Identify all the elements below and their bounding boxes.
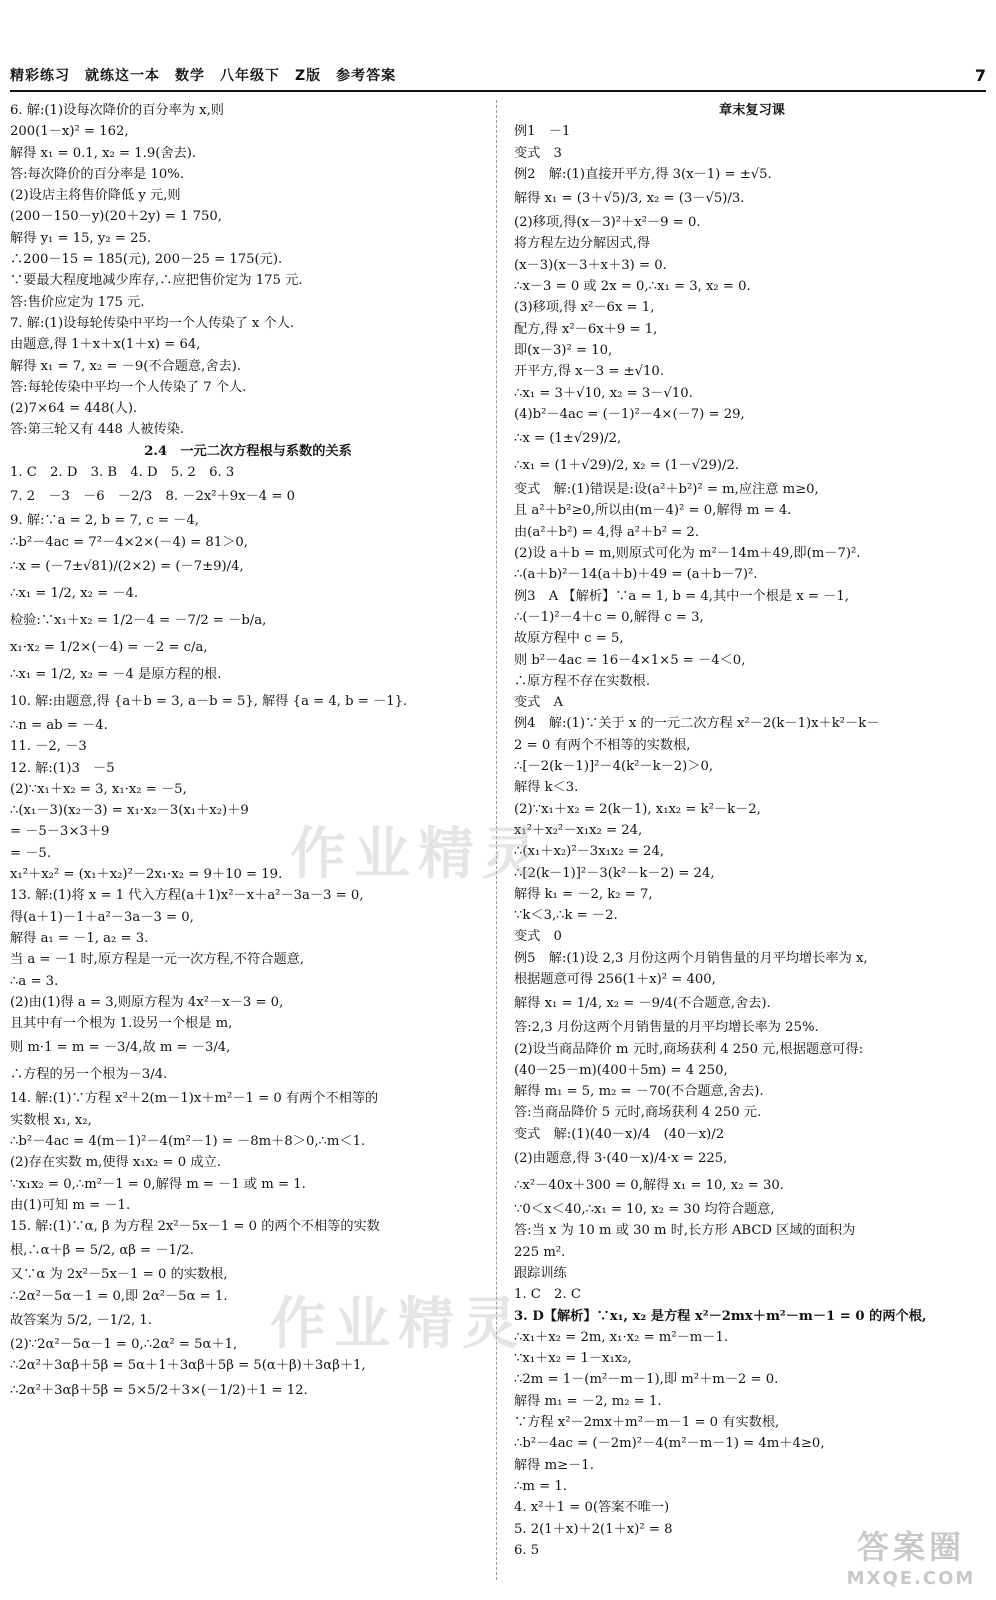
answer-line: 1. C 2. C (514, 1287, 581, 1303)
answer-line: 由(1)可知 m = －1. (10, 1197, 131, 1213)
answer-line: 解得 x₁ = 7, x₂ = －9(不合题意,舍去). (10, 358, 242, 374)
answer-line: (2)∵x₁＋x₂ = 3, x₁·x₂ = －5, (10, 781, 187, 797)
answer-line: ∴x₁ = 1/2, x₂ = －4. (10, 585, 139, 601)
page-number: 7 (974, 65, 986, 85)
answer-line: ∴x²－40x＋300 = 0,解得 x₁ = 10, x₂ = 30. (514, 1178, 784, 1194)
answer-line: ∵方程 x²－2mx＋m²－m－1 = 0 有实数根, (514, 1415, 780, 1431)
answer-line: 225 m². (514, 1244, 566, 1260)
answer-line: (3)移项,得 x²－6x = 1, (514, 300, 655, 316)
answer-line: ∴x₁ = (1＋√29)/2, x₂ = (1－√29)/2. (514, 458, 740, 474)
answer-line: ∴原方程不存在实数根. (514, 673, 651, 689)
answer-line: = －5－3×3＋9 (10, 824, 110, 840)
answer-line: (2)设店主将售价降低 y 元,则 (10, 188, 181, 204)
answer-line: 例5 解:(1)设 2,3 月份这两个月销售量的月平均增长率为 x, (514, 950, 868, 966)
answer-line: 变式 A (514, 695, 564, 711)
answer-line: 2 = 0 有两个不相等的实数根, (514, 737, 691, 753)
answer-line: 且其中有一个根为 1.设另一个根是 m, (10, 1016, 233, 1032)
answer-line: 解得 m≥－1. (514, 1457, 594, 1473)
answer-line: 实数根 x₁, x₂, (10, 1112, 92, 1128)
answer-line: 故原方程中 c = 5, (514, 631, 624, 647)
answer-line: 6. 5 (514, 1542, 540, 1558)
answer-line: 章末复习课 (719, 103, 785, 118)
logo-mark: 答案圈 (856, 1528, 965, 1566)
answer-line: ∴b²－4ac = (－2m)²－4(m²－m－1) = 4m＋4≥0, (514, 1436, 825, 1452)
answer-line: 答:当 x 为 10 m 或 30 m 时,长方形 ABCD 区域的面积为 (514, 1223, 856, 1239)
answer-line: 解得 x₁ = 0.1, x₂ = 1.9(舍去). (10, 145, 197, 161)
answer-line: ∴2m = 1－(m²－m－1),即 m²＋m－2 = 0. (514, 1372, 779, 1388)
answer-line: 3. D【解析】∵x₁, x₂ 是方程 x²－2mx＋m²－m－1 = 0 的两个根, (514, 1308, 927, 1324)
answer-line: 当 a = －1 时,原方程是一元一次方程,不符合题意, (10, 952, 305, 968)
answer-line: 答:第三轮又有 448 人被传染. (10, 422, 185, 438)
answer-line: ∴x－3 = 0 或 2x = 0,∴x₁ = 3, x₂ = 0. (514, 279, 751, 295)
answer-line: 解得 a₁ = －1, a₂ = 3. (10, 930, 149, 946)
answer-line: ∴m = 1. (514, 1478, 567, 1494)
answer-line: 解得 x₁ = 1/4, x₂ = －9/4(不合题意,舍去). (514, 996, 771, 1012)
answer-line: ∵0＜x＜40,∴x₁ = 10, x₂ = 30 均符合题意, (514, 1202, 775, 1218)
answer-line: ∵x₁x₂ = 0,∴m²－1 = 0,解得 m = －1 或 m = 1. (10, 1176, 306, 1192)
answer-line: 又∵α 为 2x²－5x－1 = 0 的实数根, (10, 1267, 228, 1283)
answer-line: 例1 －1 (514, 124, 571, 140)
answer-line: 2.4 一元二次方程根与系数的关系 (144, 443, 352, 459)
answer-line: 11. －2, －3 (10, 739, 87, 755)
answer-line: 变式 0 (514, 929, 562, 945)
column-divider (496, 100, 497, 1580)
answer-line: (2)设 a＋b = m,则原式可化为 m²－14m＋49,即(m－7)². (514, 546, 861, 562)
answer-line: (2)移项,得(x－3)²＋x²－9 = 0. (514, 215, 701, 231)
left-column (10, 100, 486, 1404)
watermark-left-lower: 作业精灵 (270, 1292, 526, 1357)
answer-line: ∴(－1)²－4＋c = 0,解得 c = 3, (514, 609, 704, 625)
answer-line: ∵x₁＋x₂ = 1－x₁x₂, (514, 1351, 632, 1367)
answer-line: 例4 解:(1)∵关于 x 的一元二次方程 x²－2(k－1)x＋k²－k－ (514, 716, 880, 732)
answer-line: 得(a＋1)－1＋a²－3a－3 = 0, (10, 909, 194, 925)
right-column (514, 100, 990, 1561)
answer-line: 7. 解:(1)设每轮传染中平均一个人传染了 x 个人. (10, 315, 295, 331)
answer-line: ∴b²－4ac = 4(m－1)²－4(m²－1) = －8m＋8＞0,∴m＜1. (10, 1133, 366, 1149)
answer-line: 将方程左边分解因式,得 (514, 236, 651, 252)
answer-line: 5. 2(1＋x)＋2(1＋x)² = 8 (514, 1521, 673, 1537)
answer-line: ∴x₁ = 1/2, x₂ = －4 是原方程的根. (10, 666, 222, 682)
answer-line: 答:2,3 月份这两个月销售量的月平均增长率为 25%. (514, 1020, 819, 1036)
answer-line: (2)∵x₁＋x₂ = 2(k－1), x₁x₂ = k²－k－2, (514, 801, 761, 817)
answer-line: 跟踪训练 (514, 1265, 567, 1281)
answer-line: ∴x₁ = 3＋√10, x₂ = 3－√10. (514, 385, 693, 401)
answer-line: 12. 解:(1)3 －5 (10, 760, 115, 776)
answer-line: (2)由题意,得 3·(40－x)/4·x = 225, (514, 1151, 728, 1167)
answer-line: 解得 k₁ = －2, k₂ = 7, (514, 886, 653, 902)
answer-line: 由(a²＋b²) = 4,得 a²＋b² = 2. (514, 524, 700, 540)
answer-line: (2)∵2α²－5α－1 = 0,∴2α² = 5α＋1, (10, 1337, 238, 1353)
answer-line: (2)设当商品降价 m 元时,商场获利 4 250 元,根据题意可得: (514, 1041, 864, 1057)
answer-line: (2)由(1)得 a = 3,则原方程为 4x²－x－3 = 0, (10, 994, 284, 1010)
answer-line: 解得 k＜3. (514, 780, 579, 796)
answer-line: 1. C 2. D 3. B 4. D 5. 2 6. 3 (10, 465, 235, 481)
page-header (10, 60, 986, 92)
answer-line: (2)存在实数 m,使得 x₁x₂ = 0 成立. (10, 1155, 221, 1171)
answer-line: 解得 y₁ = 15, y₂ = 25. (10, 230, 152, 246)
answer-line: 则 b²－4ac = 16－4×1×5 = －4＜0, (514, 652, 746, 668)
answer-line: 变式 解:(1)(40－x)/4 (40－x)/2 (514, 1126, 725, 1142)
answer-line: ∴200－15 = 185(元), 200－25 = 175(元). (10, 252, 283, 268)
answer-line: 配方,得 x²－6x＋9 = 1, (514, 321, 658, 337)
answer-line: 15. 解:(1)∵α, β 为方程 2x²－5x－1 = 0 的两个不相等的实数 (10, 1219, 380, 1235)
answer-line: = －5. (10, 845, 52, 861)
answer-line: 故答案为 5/2, －1/2, 1. (10, 1313, 152, 1329)
answer-line: 9. 解:∵a = 2, b = 7, c = －4, (10, 513, 199, 529)
answer-line: ∴[－2(k－1)]²－4(k²－k－2)＞0, (514, 759, 714, 775)
answer-line: ∴(a＋b)²－14(a＋b)＋49 = (a＋b－7)². (514, 567, 758, 583)
answer-line: 答:每次降价的百分率是 10%. (10, 166, 185, 182)
answer-line: 13. 解:(1)将 x = 1 代入方程(a＋1)x²－x＋a²－3a－3 = 0, (10, 888, 364, 904)
answer-line: ∴x = (1±√29)/2, (514, 431, 622, 447)
answer-line: 200(1－x)² = 162, (10, 124, 129, 140)
answer-line: 解得 m₁ = 5, m₂ = －70(不合题意,舍去). (514, 1084, 764, 1100)
answer-line: 变式 解:(1)错误是:设(a²＋b²)² = m,应注意 m≥0, (514, 482, 819, 498)
answer-line: x₁·x₂ = 1/2×(－4) = －2 = c/a, (10, 639, 208, 655)
answer-line: 答:每轮传染中平均一个人传染了 7 个人. (10, 379, 247, 395)
answer-line: ∴(x₁－3)(x₂－3) = x₁·x₂－3(x₁＋x₂)＋9 (10, 803, 249, 819)
answer-line: x₁²＋x₂²－x₁x₂ = 24, (514, 822, 643, 838)
answer-line: ∴方程的另一个根为－3/4. (10, 1067, 168, 1083)
watermark-left: 作业精灵 (290, 822, 546, 887)
answer-line: ∴n = ab = －4. (10, 717, 108, 733)
answer-line: 且 a²＋b²≥0,所以由(m－4)² = 0,解得 m = 4. (514, 503, 792, 519)
answer-line: 根,∴α＋β = 5/2, αβ = －1/2. (10, 1243, 194, 1259)
answer-line: 检验:∵x₁＋x₂ = 1/2－4 = －7/2 = －b/a, (10, 612, 267, 628)
answer-line: 14. 解:(1)∵方程 x²＋2(m－1)x＋m²－1 = 0 有两个不相等的 (10, 1091, 379, 1107)
answer-line: ∴2α²＋3αβ＋5β = 5×5/2＋3×(－1/2)＋1 = 12. (10, 1382, 308, 1398)
answer-line: ∴[2(k－1)]²－3(k²－k－2) = 24, (514, 865, 715, 881)
answer-line: x₁²＋x₂² = (x₁＋x₂)²－2x₁·x₂ = 9＋10 = 19. (10, 867, 283, 883)
answer-line: ∴x = (－7±√81)/(2×2) = (－7±9)/4, (10, 558, 244, 574)
site-logo (836, 1522, 986, 1592)
answer-line: ∴2α²－5α－1 = 0,即 2α²－5α = 1. (10, 1288, 228, 1304)
answer-line: 4. x²＋1 = 0(答案不唯一) (514, 1500, 670, 1516)
answer-line: 解得 m₁ = －2, m₂ = 1. (514, 1393, 662, 1409)
answer-line: 例2 解:(1)直接开平方,得 3(x－1) = ±√5. (514, 166, 772, 182)
answer-line: 10. 解:由题意,得 {a＋b = 3, a－b = 5}, 解得 {a = 4, b = －1}. (10, 693, 408, 709)
answer-line: 则 m·1 = m = －3/4,故 m = －3/4, (10, 1040, 231, 1056)
header-title: 精彩练习 就练这一本 数学 八年级下 Z版 参考答案 (10, 68, 397, 84)
answer-line: 解得 x₁ = (3＋√5)/3, x₂ = (3－√5)/3. (514, 191, 745, 207)
answer-line: ∵要最大程度地减少库存,∴应把售价定为 175 元. (10, 273, 303, 289)
answer-line: 根据题意可得 256(1＋x)² = 400, (514, 971, 716, 987)
answer-line: (200－150－y)(20＋2y) = 1 750, (10, 209, 222, 225)
answer-line: ∴b²－4ac = 7²－4×2×(－4) = 81＞0, (10, 534, 248, 550)
answer-line: 答:当商品降价 5 元时,商场获利 4 250 元. (514, 1105, 762, 1121)
answer-line: ∴a = 3. (10, 973, 59, 989)
answer-line: ∴(x₁＋x₂)²－3x₁x₂ = 24, (514, 844, 665, 860)
answer-line: (4)b²－4ac = (－1)²－4×(－7) = 29, (514, 406, 745, 422)
answer-line: (40－25－m)(400＋5m) = 4 250, (514, 1062, 728, 1078)
answer-line: ∴x₁＋x₂ = 2m, x₁·x₂ = m²－m－1. (514, 1329, 729, 1345)
answer-line: ∴2α²＋3αβ＋5β = 5α＋1＋3αβ＋5β = 5(α＋β)＋3αβ＋1, (10, 1358, 366, 1374)
answer-line: 开平方,得 x－3 = ±√10. (514, 364, 665, 380)
answer-line: (x－3)(x－3＋x＋3) = 0. (514, 257, 667, 273)
answer-line: ∵k＜3,∴k = －2. (514, 908, 618, 924)
answer-line: 即(x－3)² = 10, (514, 342, 613, 358)
answer-line: 变式 3 (514, 145, 562, 161)
answer-line: 答:售价应定为 175 元. (10, 294, 145, 310)
answer-line: 例3 A 【解析】∵a = 1, b = 4,其中一个根是 x = －1, (514, 588, 849, 604)
logo-url: MXQE.COM (846, 1568, 976, 1589)
answer-line: 由题意,得 1＋x＋x(1＋x) = 64, (10, 337, 201, 353)
answer-line: 6. 解:(1)设每次降价的百分率为 x,则 (10, 103, 224, 118)
answer-line: (2)7×64 = 448(人). (10, 401, 138, 417)
answer-line: 7. 2 －3 －6 －2/3 8. －2x²＋9x－4 = 0 (10, 489, 295, 505)
